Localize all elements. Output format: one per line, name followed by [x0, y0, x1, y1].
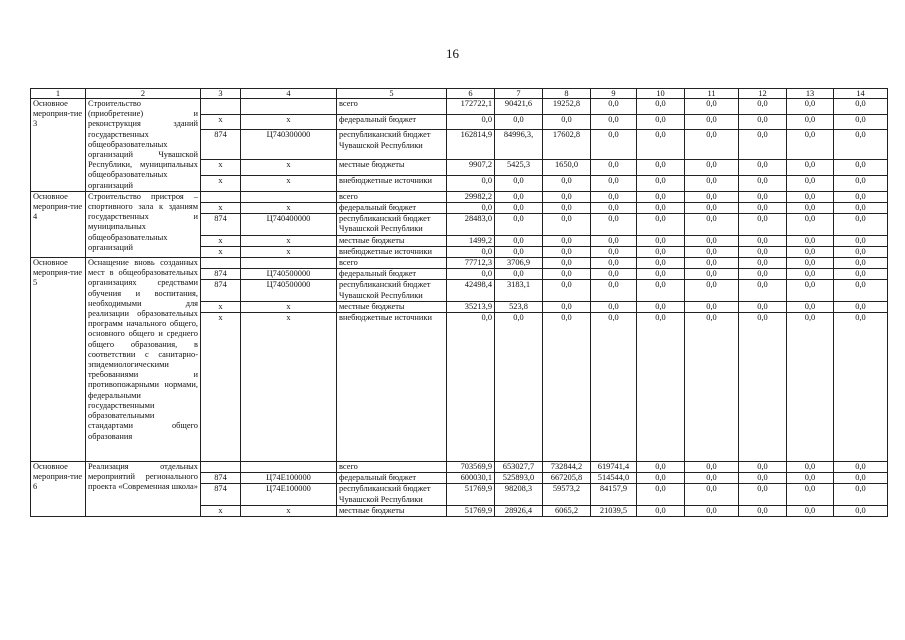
- col-header: 14: [834, 89, 888, 99]
- activity-name: Основное мероприя-тие 3: [31, 99, 86, 192]
- value-cell: 0,0: [787, 191, 834, 202]
- value-cell: 0,0: [834, 473, 888, 484]
- value-cell: 0,0: [685, 114, 739, 130]
- col-header: 3: [201, 89, 241, 99]
- value-cell: 0,0: [543, 235, 591, 246]
- value-cell: 0,0: [834, 114, 888, 130]
- grbs-code: х: [201, 313, 241, 462]
- grbs-code: 874: [201, 473, 241, 484]
- funding-source: местные бюджеты: [337, 235, 447, 246]
- value-cell: 0,0: [637, 130, 685, 160]
- value-cell: 0,0: [543, 280, 591, 301]
- value-cell: 0,0: [739, 235, 787, 246]
- value-cell: 0,0: [591, 130, 637, 160]
- value-cell: 0,0: [787, 269, 834, 280]
- value-cell: 0,0: [834, 99, 888, 115]
- funding-source: республиканский бюджет Чувашской Республики: [337, 484, 447, 505]
- value-cell: 0,0: [834, 484, 888, 505]
- value-cell: 0,0: [543, 301, 591, 312]
- page-number: 16: [446, 46, 459, 61]
- col-header: 4: [241, 89, 337, 99]
- value-cell: 0,0: [685, 301, 739, 312]
- value-cell: 0,0: [787, 114, 834, 130]
- col-header: 2: [86, 89, 201, 99]
- value-cell: 0,0: [787, 258, 834, 269]
- budget-code: [241, 191, 337, 202]
- value-cell: 3183,1: [495, 280, 543, 301]
- value-cell: 0,0: [591, 258, 637, 269]
- value-cell: 0,0: [787, 301, 834, 312]
- value-cell: 42498,4: [447, 280, 495, 301]
- value-cell: 84996,3,: [495, 130, 543, 160]
- value-cell: 0,0: [591, 160, 637, 176]
- value-cell: 0,0: [591, 280, 637, 301]
- value-cell: 0,0: [447, 203, 495, 214]
- value-cell: 0,0: [685, 235, 739, 246]
- header-row: [31, 89, 888, 99]
- funding-source: федеральный бюджет: [337, 269, 447, 280]
- value-cell: 0,0: [787, 130, 834, 160]
- value-cell: 0,0: [739, 99, 787, 115]
- value-cell: 0,0: [787, 280, 834, 301]
- value-cell: 0,0: [787, 235, 834, 246]
- budget-code: Ц740300000: [241, 130, 337, 160]
- value-cell: 0,0: [495, 114, 543, 130]
- value-cell: 0,0: [834, 313, 888, 462]
- funding-source: местные бюджеты: [337, 505, 447, 516]
- value-cell: 0,0: [495, 246, 543, 257]
- value-cell: 0,0: [543, 313, 591, 462]
- value-cell: 0,0: [739, 191, 787, 202]
- funding-source: внебюджетные источники: [337, 313, 447, 462]
- value-cell: 0,0: [591, 269, 637, 280]
- activity-name: Основное мероприя-тие 6: [31, 462, 86, 517]
- value-cell: 525893,0: [495, 473, 543, 484]
- value-cell: 29982,2: [447, 191, 495, 202]
- value-cell: 0,0: [591, 114, 637, 130]
- value-cell: 0,0: [834, 258, 888, 269]
- col-header: 12: [739, 89, 787, 99]
- funding-source: всего: [337, 191, 447, 202]
- value-cell: 51769,9: [447, 505, 495, 516]
- grbs-code: [201, 99, 241, 115]
- funding-source: всего: [337, 258, 447, 269]
- value-cell: 0,0: [447, 269, 495, 280]
- budget-code: [241, 258, 337, 269]
- value-cell: 0,0: [495, 176, 543, 192]
- budget-code: Ц740500000: [241, 280, 337, 301]
- value-cell: 17602,8: [543, 130, 591, 160]
- value-cell: 5425,3: [495, 160, 543, 176]
- value-cell: 90421,6: [495, 99, 543, 115]
- value-cell: 0,0: [637, 235, 685, 246]
- budget-code: х: [241, 160, 337, 176]
- value-cell: 0,0: [834, 301, 888, 312]
- value-cell: 0,0: [591, 191, 637, 202]
- value-cell: 0,0: [739, 280, 787, 301]
- value-cell: 0,0: [787, 214, 834, 235]
- value-cell: 6065,2: [543, 505, 591, 516]
- col-header: 7: [495, 89, 543, 99]
- funding-source: всего: [337, 99, 447, 115]
- funding-source: республиканский бюджет Чувашской Республики: [337, 280, 447, 301]
- grbs-code: х: [201, 176, 241, 192]
- value-cell: 0,0: [543, 114, 591, 130]
- value-cell: 0,0: [637, 99, 685, 115]
- value-cell: 0,0: [637, 203, 685, 214]
- grbs-code: х: [201, 246, 241, 257]
- grbs-code: [201, 258, 241, 269]
- value-cell: 0,0: [637, 269, 685, 280]
- value-cell: 0,0: [637, 484, 685, 505]
- value-cell: 0,0: [447, 114, 495, 130]
- col-header: 9: [591, 89, 637, 99]
- value-cell: 0,0: [685, 269, 739, 280]
- value-cell: 0,0: [739, 484, 787, 505]
- value-cell: 0,0: [685, 280, 739, 301]
- value-cell: 0,0: [739, 176, 787, 192]
- value-cell: 172722,1: [447, 99, 495, 115]
- value-cell: 619741,4: [591, 462, 637, 473]
- grbs-code: х: [201, 114, 241, 130]
- activity-name: Основное мероприя-тие 4: [31, 191, 86, 257]
- budget-code: х: [241, 246, 337, 257]
- value-cell: 0,0: [787, 160, 834, 176]
- value-cell: 0,0: [834, 130, 888, 160]
- value-cell: 600030,1: [447, 473, 495, 484]
- budget-code: х: [241, 176, 337, 192]
- funding-source: внебюджетные источники: [337, 176, 447, 192]
- activity-name: Основное мероприя-тие 5: [31, 258, 86, 462]
- activity-description: Строительство пристроя – спортивного зала к зданиям государственных и муниципальных общеобразовательных организаций: [86, 191, 201, 257]
- value-cell: 0,0: [739, 130, 787, 160]
- budget-code: [241, 462, 337, 473]
- value-cell: 0,0: [637, 258, 685, 269]
- activity-description: Строительство (приобретение) и реконструкция зданий государственных общеобразовательных организаций Чувашской Республики, муниципальных общеобразовательных организаций: [86, 99, 201, 192]
- value-cell: 0,0: [591, 99, 637, 115]
- budget-code: Ц74Е100000: [241, 473, 337, 484]
- value-cell: 0,0: [739, 505, 787, 516]
- funding-source: местные бюджеты: [337, 160, 447, 176]
- value-cell: 0,0: [739, 246, 787, 257]
- value-cell: 0,0: [543, 258, 591, 269]
- value-cell: 0,0: [543, 203, 591, 214]
- funding-source: всего: [337, 462, 447, 473]
- value-cell: 0,0: [787, 505, 834, 516]
- activity-description: Оснащение вновь созданных мест в общеобразовательных организациях средствами обучения и воспитания, необходимыми для реализации образовательных программ начального общего, основного общего и среднего общего образования, в соответствии с санитарно-эпидемиологическими требованиями и противопожарными нормами, федеральными государственными образовательными стандартами общего образования: [86, 258, 201, 462]
- value-cell: 0,0: [834, 191, 888, 202]
- value-cell: 0,0: [637, 160, 685, 176]
- funding-source: федеральный бюджет: [337, 473, 447, 484]
- value-cell: 523,8: [495, 301, 543, 312]
- value-cell: 0,0: [637, 462, 685, 473]
- value-cell: 35213,9: [447, 301, 495, 312]
- budget-code: х: [241, 313, 337, 462]
- value-cell: 0,0: [591, 313, 637, 462]
- value-cell: 0,0: [543, 214, 591, 235]
- value-cell: 0,0: [637, 176, 685, 192]
- value-cell: 0,0: [739, 313, 787, 462]
- value-cell: 667205,8: [543, 473, 591, 484]
- grbs-code: х: [201, 160, 241, 176]
- budget-code: х: [241, 301, 337, 312]
- value-cell: 0,0: [739, 203, 787, 214]
- value-cell: 0,0: [685, 214, 739, 235]
- value-cell: 0,0: [495, 191, 543, 202]
- value-cell: 0,0: [787, 246, 834, 257]
- value-cell: 0,0: [685, 130, 739, 160]
- value-cell: 162814,9: [447, 130, 495, 160]
- value-cell: 0,0: [447, 176, 495, 192]
- value-cell: 0,0: [739, 258, 787, 269]
- budget-code: Ц74Е100000: [241, 484, 337, 505]
- funding-source: федеральный бюджет: [337, 203, 447, 214]
- value-cell: 0,0: [685, 462, 739, 473]
- value-cell: 732844,2: [543, 462, 591, 473]
- col-header: 6: [447, 89, 495, 99]
- value-cell: 0,0: [685, 160, 739, 176]
- value-cell: 0,0: [739, 114, 787, 130]
- grbs-code: х: [201, 203, 241, 214]
- value-cell: 0,0: [739, 160, 787, 176]
- grbs-code: 874: [201, 269, 241, 280]
- funding-source: федеральный бюджет: [337, 114, 447, 130]
- value-cell: 0,0: [834, 235, 888, 246]
- value-cell: 653027,7: [495, 462, 543, 473]
- value-cell: 0,0: [685, 176, 739, 192]
- value-cell: 0,0: [637, 214, 685, 235]
- budget-code: Ц740500000: [241, 269, 337, 280]
- budget-code: х: [241, 203, 337, 214]
- value-cell: 0,0: [739, 462, 787, 473]
- value-cell: 0,0: [834, 505, 888, 516]
- value-cell: 0,0: [685, 99, 739, 115]
- value-cell: 0,0: [787, 203, 834, 214]
- grbs-code: 874: [201, 130, 241, 160]
- value-cell: 0,0: [834, 269, 888, 280]
- value-cell: 0,0: [637, 473, 685, 484]
- value-cell: 514544,0: [591, 473, 637, 484]
- grbs-code: [201, 191, 241, 202]
- value-cell: 0,0: [739, 473, 787, 484]
- value-cell: 98208,3: [495, 484, 543, 505]
- value-cell: 59573,2: [543, 484, 591, 505]
- table-row: [31, 99, 888, 115]
- value-cell: 0,0: [495, 203, 543, 214]
- budget-code: Ц740400000: [241, 214, 337, 235]
- value-cell: 0,0: [447, 246, 495, 257]
- value-cell: 0,0: [685, 505, 739, 516]
- value-cell: 3706,9: [495, 258, 543, 269]
- value-cell: 0,0: [834, 203, 888, 214]
- value-cell: 0,0: [787, 473, 834, 484]
- budget-code: х: [241, 235, 337, 246]
- value-cell: 0,0: [591, 203, 637, 214]
- activity-description: Реализация отдельных мероприятий регионального проекта «Современная школа»: [86, 462, 201, 517]
- value-cell: 0,0: [637, 191, 685, 202]
- value-cell: 0,0: [787, 484, 834, 505]
- value-cell: 0,0: [447, 313, 495, 462]
- value-cell: 0,0: [543, 269, 591, 280]
- value-cell: 0,0: [591, 301, 637, 312]
- funding-source: республиканский бюджет Чувашской Республики: [337, 214, 447, 235]
- value-cell: 0,0: [787, 99, 834, 115]
- value-cell: 0,0: [637, 246, 685, 257]
- value-cell: 0,0: [787, 462, 834, 473]
- table-body: [31, 99, 888, 517]
- budget-code: х: [241, 114, 337, 130]
- col-header: 5: [337, 89, 447, 99]
- col-header: 8: [543, 89, 591, 99]
- value-cell: 9907,2: [447, 160, 495, 176]
- value-cell: 1650,0: [543, 160, 591, 176]
- value-cell: 0,0: [495, 313, 543, 462]
- value-cell: 0,0: [685, 484, 739, 505]
- value-cell: 0,0: [637, 114, 685, 130]
- value-cell: 0,0: [834, 176, 888, 192]
- value-cell: 0,0: [495, 269, 543, 280]
- grbs-code: х: [201, 505, 241, 516]
- grbs-code: 874: [201, 280, 241, 301]
- value-cell: 0,0: [685, 246, 739, 257]
- table-row: [31, 462, 888, 473]
- budget-table: [30, 88, 888, 517]
- value-cell: 0,0: [543, 246, 591, 257]
- value-cell: 19252,8: [543, 99, 591, 115]
- grbs-code: х: [201, 235, 241, 246]
- value-cell: 0,0: [739, 214, 787, 235]
- value-cell: 0,0: [685, 313, 739, 462]
- value-cell: 21039,5: [591, 505, 637, 516]
- value-cell: 0,0: [685, 203, 739, 214]
- value-cell: 0,0: [637, 301, 685, 312]
- value-cell: 0,0: [637, 505, 685, 516]
- value-cell: 0,0: [591, 235, 637, 246]
- value-cell: 84157,9: [591, 484, 637, 505]
- table-row: [31, 258, 888, 269]
- value-cell: 0,0: [543, 191, 591, 202]
- value-cell: 0,0: [591, 176, 637, 192]
- value-cell: 77712,3: [447, 258, 495, 269]
- value-cell: 0,0: [685, 473, 739, 484]
- grbs-code: 874: [201, 484, 241, 505]
- value-cell: 0,0: [637, 313, 685, 462]
- value-cell: 28926,4: [495, 505, 543, 516]
- value-cell: 0,0: [834, 280, 888, 301]
- col-header: 10: [637, 89, 685, 99]
- value-cell: 0,0: [685, 191, 739, 202]
- value-cell: 0,0: [834, 246, 888, 257]
- value-cell: 0,0: [834, 214, 888, 235]
- value-cell: 0,0: [834, 160, 888, 176]
- budget-code: х: [241, 505, 337, 516]
- funding-source: внебюджетные источники: [337, 246, 447, 257]
- value-cell: 28483,0: [447, 214, 495, 235]
- value-cell: 0,0: [495, 235, 543, 246]
- grbs-code: 874: [201, 214, 241, 235]
- value-cell: 0,0: [787, 176, 834, 192]
- grbs-code: [201, 462, 241, 473]
- value-cell: 0,0: [637, 280, 685, 301]
- value-cell: 0,0: [685, 258, 739, 269]
- funding-source: республиканский бюджет Чувашской Республики: [337, 130, 447, 160]
- value-cell: 0,0: [591, 246, 637, 257]
- value-cell: 0,0: [834, 462, 888, 473]
- col-header: 1: [31, 89, 86, 99]
- col-header: 13: [787, 89, 834, 99]
- value-cell: 51769,9: [447, 484, 495, 505]
- table-row: [31, 191, 888, 202]
- value-cell: 1499,2: [447, 235, 495, 246]
- funding-source: местные бюджеты: [337, 301, 447, 312]
- value-cell: 0,0: [543, 176, 591, 192]
- value-cell: 0,0: [495, 214, 543, 235]
- col-header: 11: [685, 89, 739, 99]
- value-cell: 703569,9: [447, 462, 495, 473]
- budget-code: [241, 99, 337, 115]
- value-cell: 0,0: [787, 313, 834, 462]
- value-cell: 0,0: [739, 301, 787, 312]
- value-cell: 0,0: [591, 214, 637, 235]
- value-cell: 0,0: [739, 269, 787, 280]
- grbs-code: х: [201, 301, 241, 312]
